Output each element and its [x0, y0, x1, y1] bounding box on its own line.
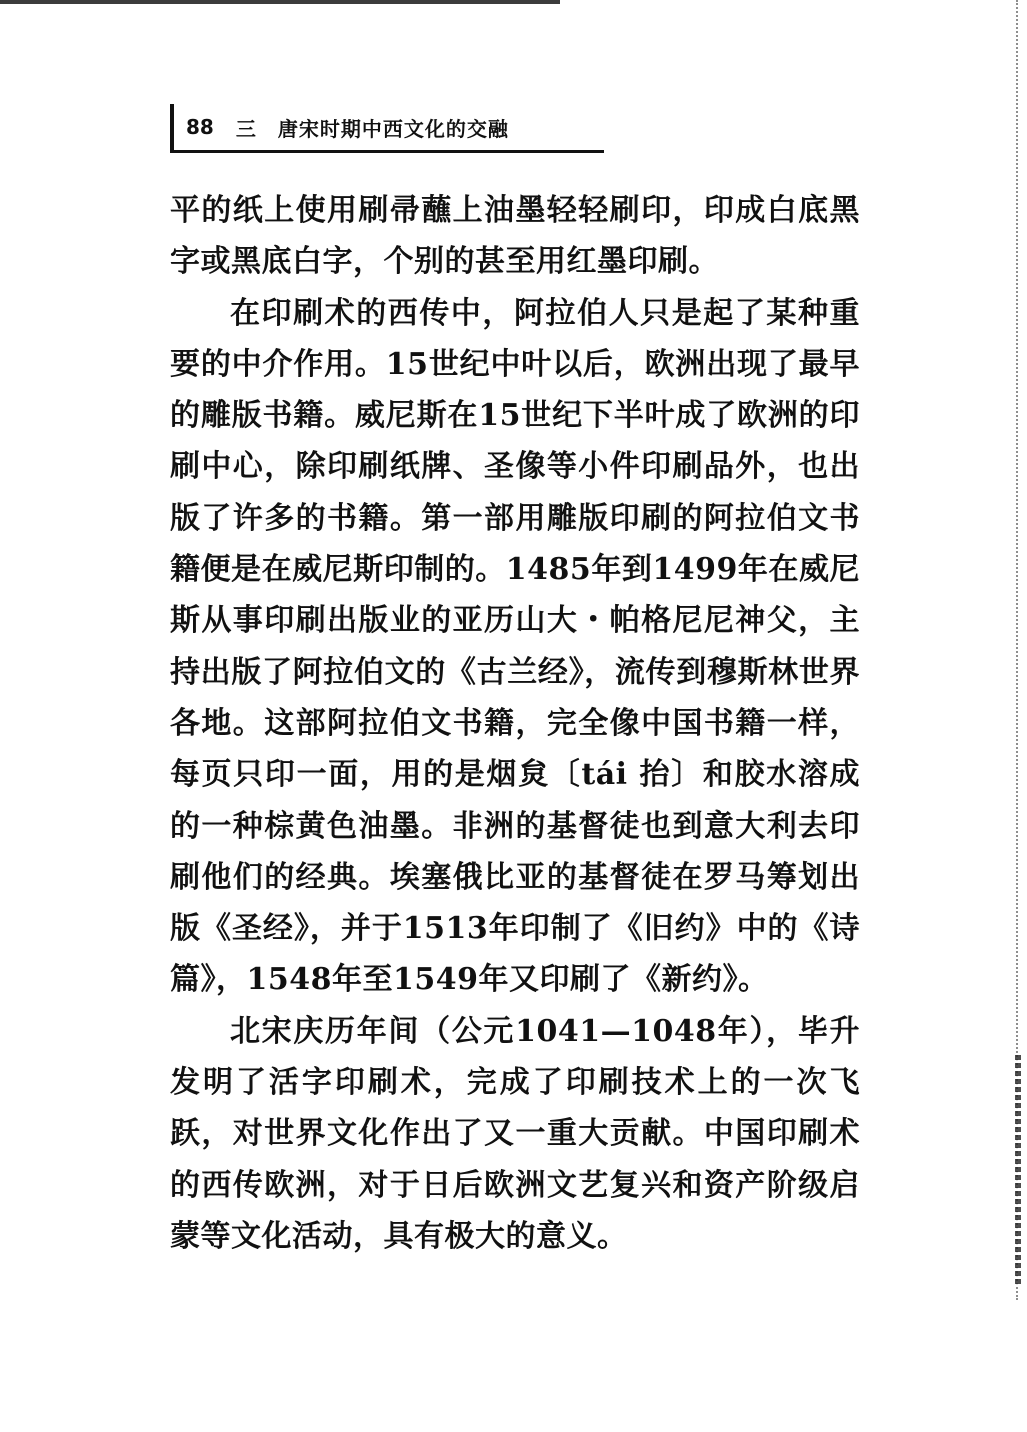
- chapter-title: 唐宋时期中西文化的交融: [277, 116, 509, 141]
- body-text: [170, 185, 860, 1262]
- running-header: [170, 104, 604, 153]
- scan-artifact-right-mark: [1015, 1055, 1021, 1285]
- scan-artifact-top: [0, 0, 560, 4]
- paragraph-movable-type: 北宋庆历年间（公元1041—1048年），毕升发明了活字印刷术，完成了印刷技术上的一次飞跃，对世界文化作出了又一重大贡献。中国印刷术的西传欧洲，对于日后欧洲文艺复兴和资产阶级启蒙等文化活动，具有极大的意义。: [170, 1013, 860, 1254]
- paragraph-continuation: 平的纸上使用刷帚蘸上油墨轻轻刷印，印成白底黑字或黑底白字，个别的甚至用红墨印刷。: [170, 193, 860, 280]
- page-number: 88: [186, 115, 214, 139]
- chapter-number: 三: [235, 116, 256, 141]
- paragraph-printing-westward: 在印刷术的西传中，阿拉伯人只是起了某种重要的中介作用。15世纪中叶以后，欧洲出现了最早的雕版书籍。威尼斯在15世纪下半叶成了欧洲的印刷中心，除印刷纸牌、圣像等小件印刷品外，也出版了许多的书籍。第一部用雕版印刷的阿拉伯文书籍便是在威尼斯印制的。1485年到1499年在威尼斯从事印刷出版业的亚历山大・帕格尼尼神父，主持出版了阿拉伯文的《古兰经》，流传到穆斯林世界各地。这部阿拉伯文书籍，完全像中国书籍一样，每页只印一面，用的是烟炱〔tái 抬〕和胶水溶成的一种棕黄色油墨。非洲的基督徒也到意大利去印刷他们的经典。埃塞俄比亚的基督徒在罗马筹划出版《圣经》，并于1513年印制了《旧约》中的《诗篇》，1548年至1549年又印刷了《新约》。: [170, 295, 860, 998]
